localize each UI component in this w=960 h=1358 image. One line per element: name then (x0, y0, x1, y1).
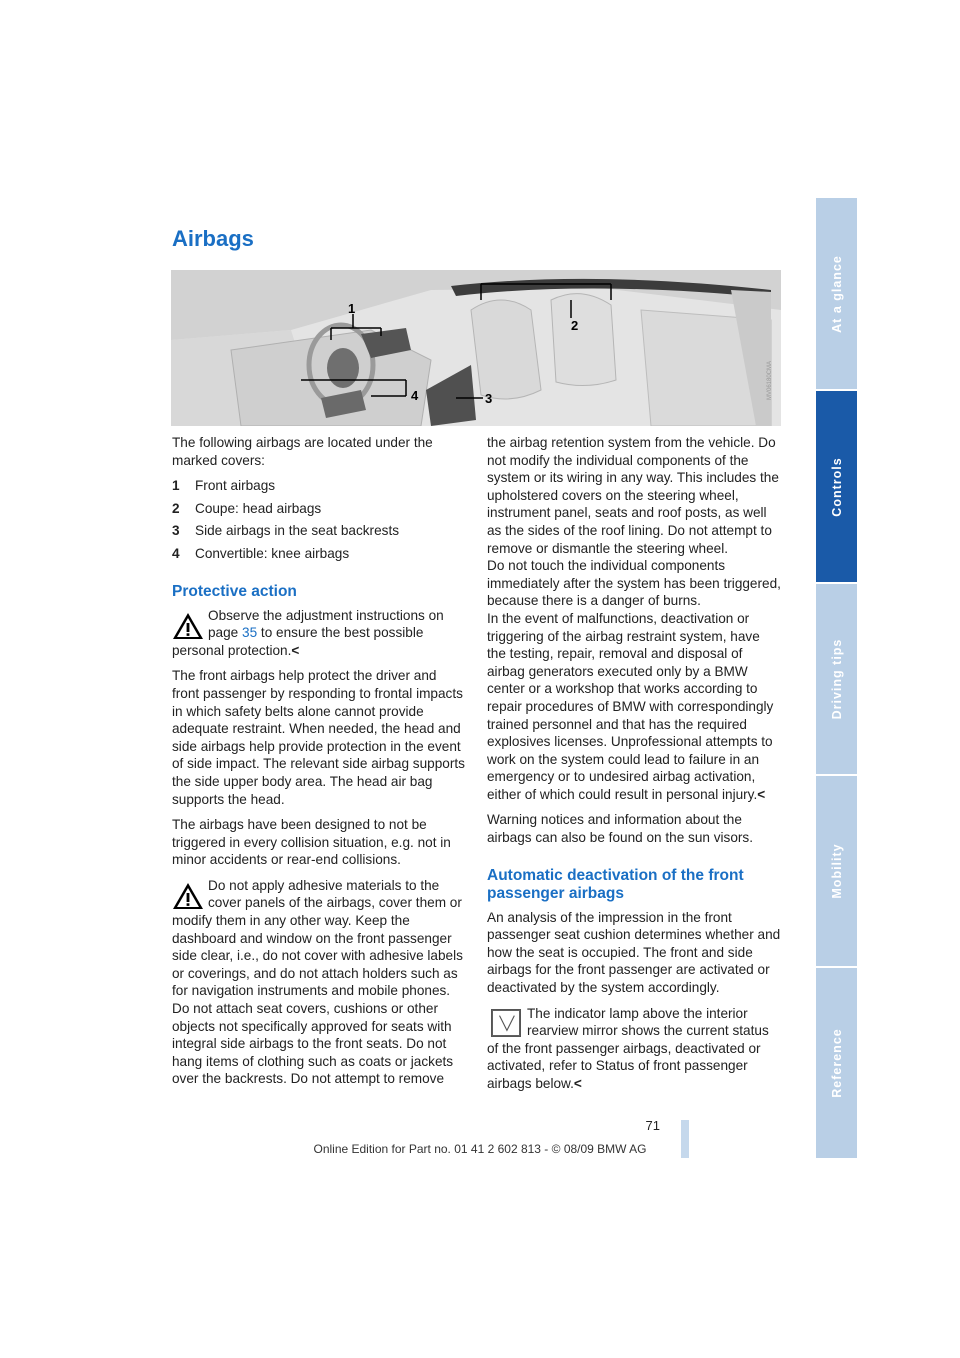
intro-text: The following airbags are located under the marked covers: (172, 435, 433, 468)
airbag-locations-illustration (171, 270, 781, 426)
airbag-list (172, 477, 467, 562)
paragraph: The airbags have been designed to not be triggered in every collision situation, e.g. not in minor accidents or rear-end collisions. (172, 817, 451, 868)
tab-controls[interactable]: Controls (816, 391, 857, 584)
warning-note-adjustment: Observe the adjustment instructions on page 35 to ensure the best possible personal protection.< (172, 607, 444, 658)
footer-text: Online Edition for Part no. 01 41 2 602 813 - © 08/09 BMW AG (313, 1142, 647, 1156)
tab-reference[interactable]: Reference (816, 968, 857, 1160)
list-item: 2 Coupe: head airbags (172, 500, 322, 516)
tab-mobility[interactable]: Mobility (816, 776, 857, 968)
end-mark: < (291, 642, 300, 658)
callout-4: 4 (411, 388, 419, 403)
page-reference-link[interactable]: 35 (242, 625, 258, 641)
warning-note-adhesive: Do not apply adhesive materials to the cover panels of the airbags, cover them or modify them in any other way. Keep the dashboard and window on the front passenger side clear, i.e., do not cover with adhesive labels or coverings, and do not attach holders such as for navigation instruments and mobile phones. Do not attach seat covers, cushions or other objects not specifically approved for seats with integral side airbags to the front seats. Do not hang items of clothing such as coats or jackets over the backrests. Do not attempt to remove (172, 877, 463, 1087)
figure-code: MV06180CMA (767, 360, 773, 400)
paragraph: Warning notices and information about the airbags can also be found on the sun visors. (487, 812, 754, 846)
warning-continuation: the airbag retention system from the vehicle. Do not modify the individual components of the system or its wiring in any way. This includes the upholstered covers on the steering wheel, instrument panel, seats and roof posts, as well as the sides of the roof lining. Do not attempt to remove or dismantle the steering wheel. Do not touch the individual components immediately after the system has been triggered, because there is a danger of burns. In the event of malfunctions, deactivation or triggering of the airbag restraint system, have the testing, repair, removal and disposal of airbag generators executed only by a BMW center or a workshop that works according to repair procedures of BMW with correspondingly trained personnel and that has the required explosives licenses. Unprofessional attempts to work on the system could lead to failure in an emergency or to undesired airbag activation, either of which could result in personal injury.< (487, 435, 781, 802)
list-item: 3 Side airbags in the seat backrests (172, 523, 400, 539)
end-mark: < (573, 1076, 582, 1091)
chapter-sidebar (816, 198, 857, 1160)
section-heading-protective-action: Protective action (172, 582, 297, 600)
note-indicator-lamp: The indicator lamp above the interior rearview mirror shows the current status of the front passenger airbags, deactivated or activated, refer to Status of front passenger airbags below.< (487, 1005, 769, 1091)
page-title: Airbags (172, 226, 254, 251)
note-check-icon (491, 1009, 521, 1037)
warning-triangle-icon (172, 881, 204, 911)
paragraph: The front airbags help protect the driver and front passenger by responding to frontal impacts in which safety belts alone cannot provide adequate restraint. When needed, the head and side airbags help provide protection in the event of side impact. The relevant side airbag supports the side upper body area. The head air bag supports the head. (172, 668, 465, 807)
section-heading-automatic-deactivation: Automatic deactivation of the front passenger airbags (487, 866, 744, 902)
paragraph: An analysis of the impression in the front passenger seat cushion determines whether and how the seat is occupied. The front and side airbags for the front passenger are activated or deactivated by the system accordingly. (487, 909, 781, 996)
tab-driving-tips[interactable]: Driving tips (816, 584, 857, 776)
list-item: 4 Convertible: knee airbags (172, 545, 350, 561)
left-column (172, 434, 467, 1096)
list-item: 1 Front airbags (172, 478, 276, 494)
callout-2: 2 (571, 318, 579, 333)
right-column (487, 434, 782, 1101)
page-number: 71 (645, 1118, 660, 1133)
end-mark: < (757, 786, 766, 802)
callout-3: 3 (485, 391, 493, 406)
callout-1: 1 (348, 301, 356, 316)
warning-triangle-icon (172, 611, 204, 641)
tab-at-a-glance[interactable]: At a glance (816, 198, 857, 391)
